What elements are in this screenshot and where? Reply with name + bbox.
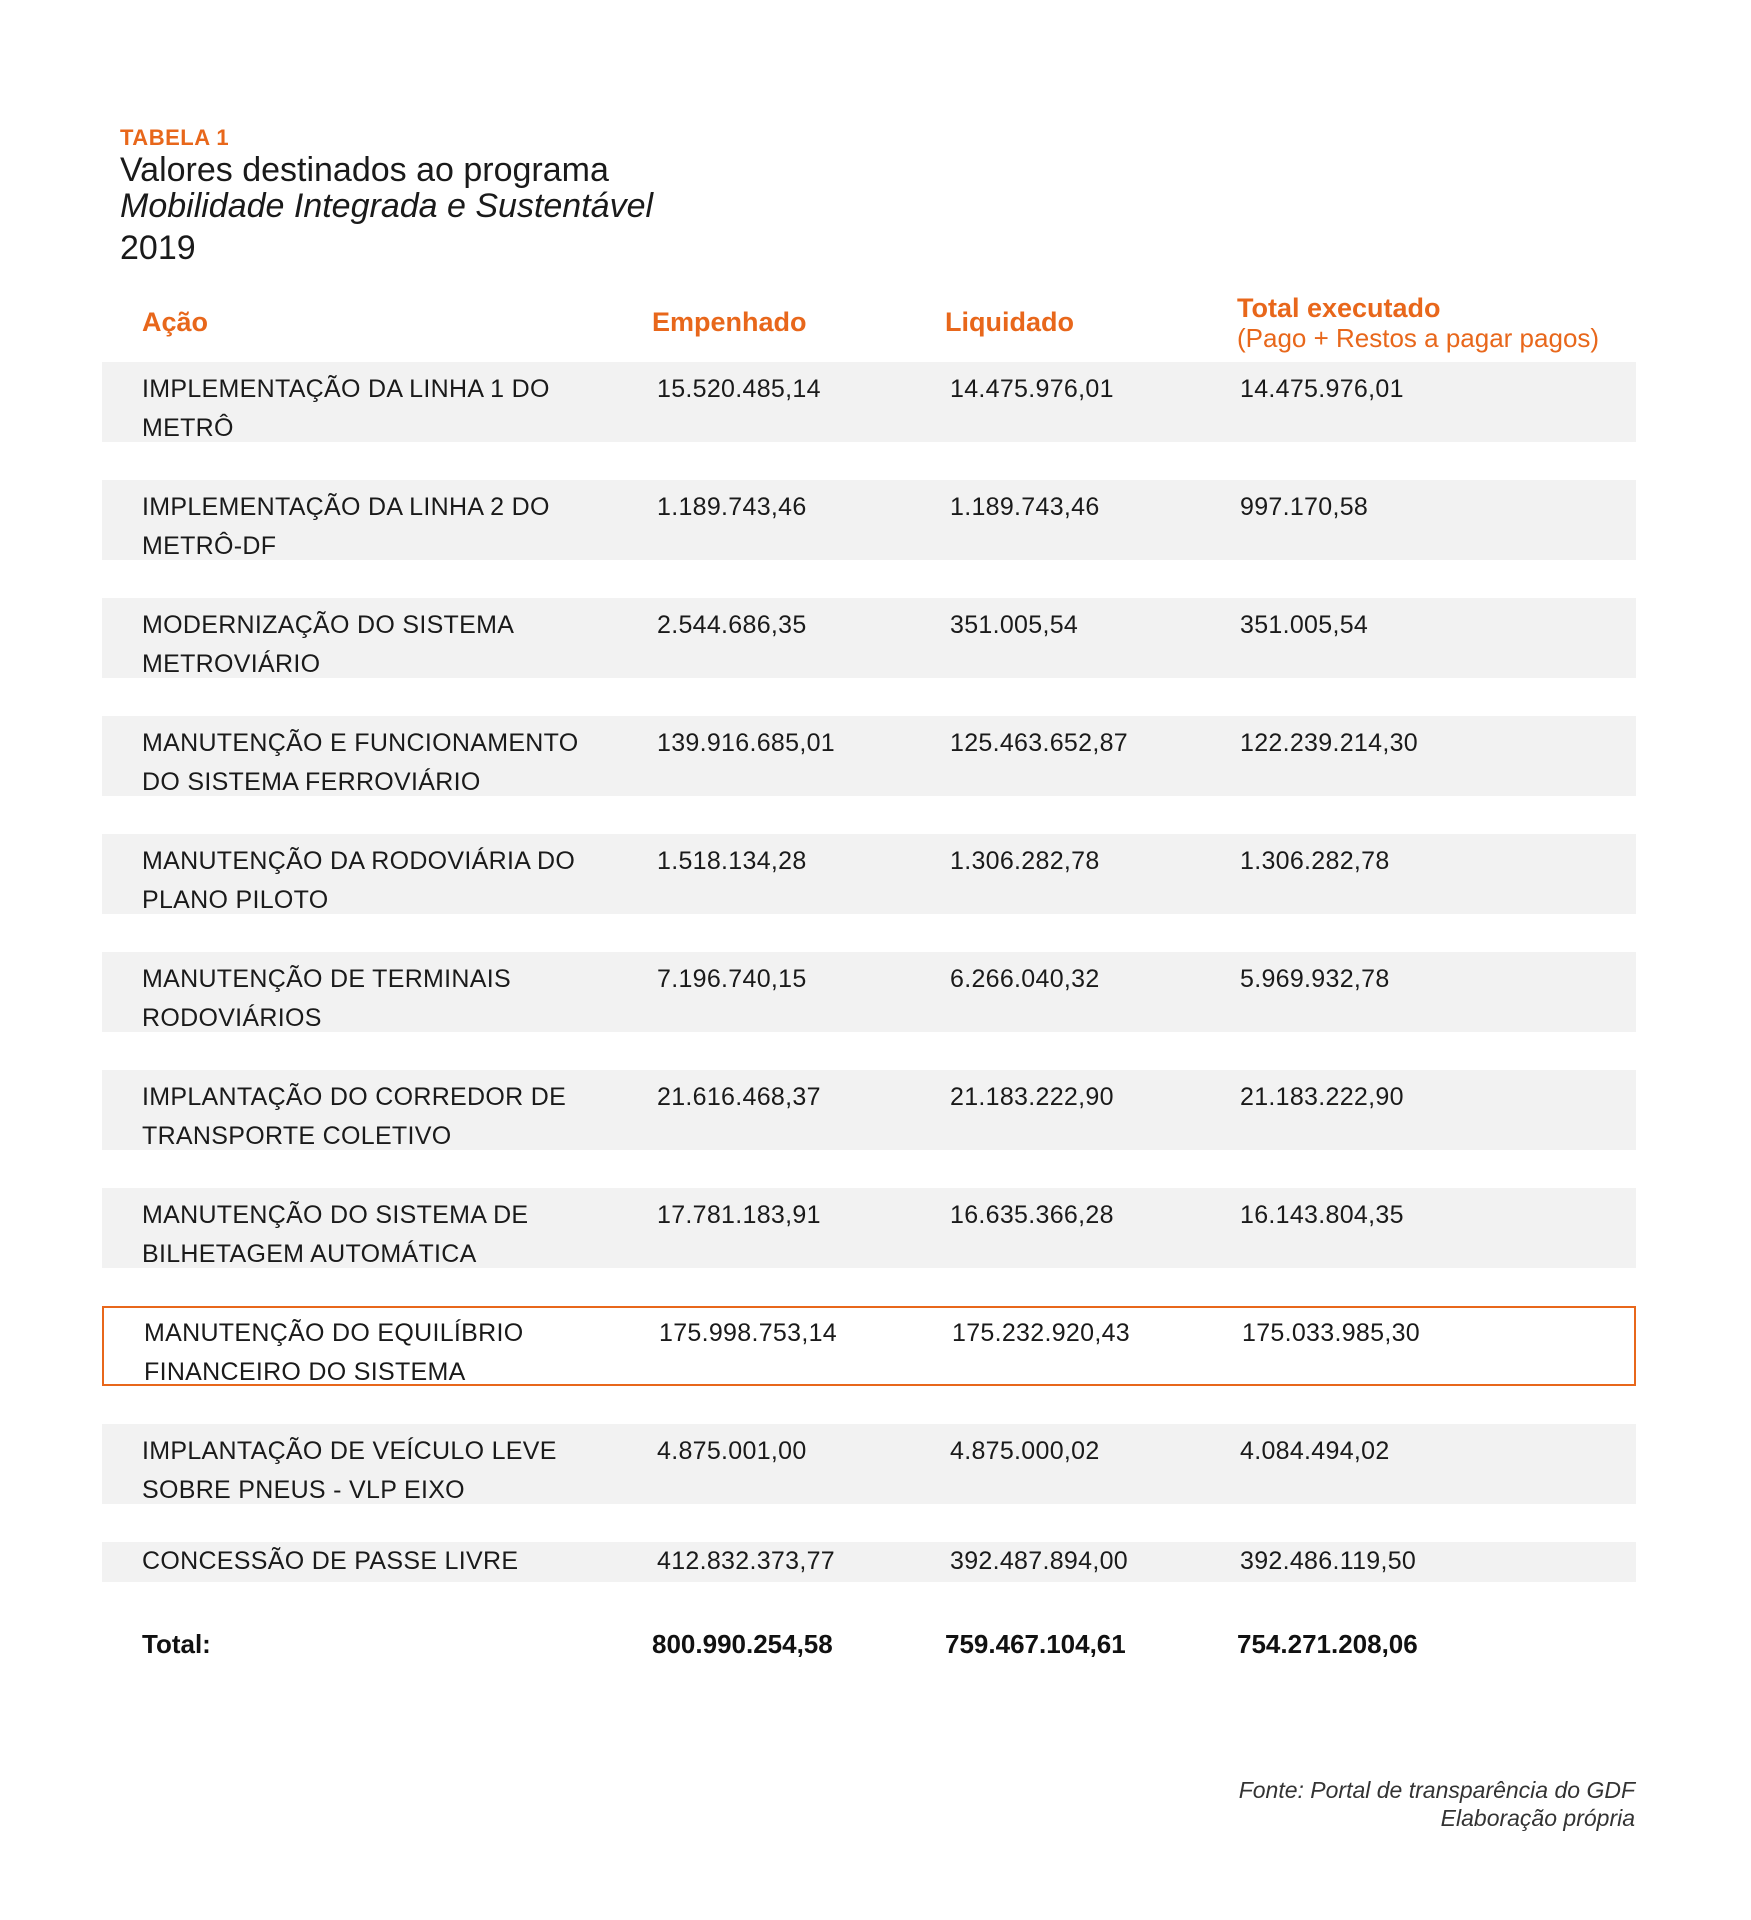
table-row [102, 598, 1636, 678]
table-row-highlighted [102, 1306, 1636, 1386]
cell-empenhado: 412.832.373,77 [657, 1547, 835, 1575]
table-title-line1: Valores destinados ao programa [120, 151, 609, 189]
column-header-total-executado-title: Total executado [1237, 293, 1441, 323]
cell-empenhado: 4.875.001,00 [657, 1437, 807, 1465]
table-row [102, 480, 1636, 560]
cell-acao [142, 842, 612, 920]
table-row [102, 1424, 1636, 1504]
cell-acao [142, 960, 612, 1038]
total-label: Total: [142, 1629, 211, 1659]
source-line1: Fonte: Portal de transparência do GDF [1238, 1777, 1635, 1803]
cell-liquidado: 14.475.976,01 [950, 375, 1114, 403]
cell-acao [142, 1196, 612, 1274]
cell-acao-line2: TRANSPORTE COLETIVO [142, 1122, 452, 1150]
cell-total-executado: 16.143.804,35 [1240, 1201, 1404, 1229]
cell-acao-line1: MANUTENÇÃO DO SISTEMA DE [142, 1201, 529, 1229]
cell-acao-line1: MANUTENÇÃO DO EQUILÍBRIO [144, 1319, 524, 1347]
cell-acao [142, 370, 612, 448]
table-number-label: TABELA 1 [120, 125, 230, 150]
cell-acao-line2: METRÔ [142, 414, 234, 442]
cell-total-executado: 997.170,58 [1240, 493, 1369, 521]
cell-acao-line2: PLANO PILOTO [142, 886, 329, 914]
cell-acao-line1: IMPLANTAÇÃO DO CORREDOR DE [142, 1083, 567, 1111]
cell-acao-line1: IMPLEMENTAÇÃO DA LINHA 1 DO [142, 375, 550, 403]
cell-empenhado: 1.189.743,46 [657, 493, 807, 521]
table-row [102, 716, 1636, 796]
column-header-total-executado [1237, 293, 1599, 353]
column-header-liquidado: Liquidado [945, 307, 1074, 337]
table-row [102, 952, 1636, 1032]
cell-acao-line2: FINANCEIRO DO SISTEMA [144, 1358, 466, 1386]
cell-liquidado: 21.183.222,90 [950, 1083, 1114, 1111]
cell-acao-line1: MODERNIZAÇÃO DO SISTEMA [142, 611, 515, 639]
total-executado: 754.271.208,06 [1237, 1629, 1418, 1659]
total-liquidado: 759.467.104,61 [945, 1629, 1126, 1659]
cell-acao [142, 1542, 612, 1581]
cell-liquidado: 6.266.040,32 [950, 965, 1100, 993]
cell-empenhado: 2.544.686,35 [657, 611, 807, 639]
cell-liquidado: 4.875.000,02 [950, 1437, 1100, 1465]
table-row [102, 1188, 1636, 1268]
column-header-empenhado: Empenhado [652, 307, 807, 337]
cell-total-executado: 5.969.932,78 [1240, 965, 1390, 993]
cell-liquidado: 1.306.282,78 [950, 847, 1100, 875]
table-row [102, 1070, 1636, 1150]
table-row [102, 362, 1636, 442]
cell-liquidado: 392.487.894,00 [950, 1547, 1128, 1575]
cell-acao-line1: CONCESSÃO DE PASSE LIVRE [142, 1547, 519, 1575]
cell-acao-line1: MANUTENÇÃO E FUNCIONAMENTO [142, 729, 579, 757]
table-year: 2019 [120, 229, 196, 267]
cell-empenhado: 21.616.468,37 [657, 1083, 821, 1111]
cell-acao [142, 488, 612, 566]
cell-liquidado: 125.463.652,87 [950, 729, 1128, 757]
table-row [102, 1542, 1636, 1582]
cell-empenhado: 17.781.183,91 [657, 1201, 821, 1229]
cell-acao-line1: MANUTENÇÃO DE TERMINAIS [142, 965, 511, 993]
cell-total-executado: 122.239.214,30 [1240, 729, 1418, 757]
cell-empenhado: 175.998.753,14 [659, 1319, 837, 1347]
cell-empenhado: 7.196.740,15 [657, 965, 807, 993]
source-note [1239, 1776, 1635, 1832]
cell-total-executado: 392.486.119,50 [1240, 1547, 1417, 1575]
cell-acao [142, 1432, 612, 1510]
cell-acao-line1: IMPLANTAÇÃO DE VEÍCULO LEVE [142, 1437, 557, 1465]
cell-acao [142, 606, 612, 684]
column-header-total-executado-subtitle: (Pago + Restos a pagar pagos) [1237, 323, 1600, 353]
cell-acao-line2: BILHETAGEM AUTOMÁTICA [142, 1240, 477, 1268]
cell-acao [142, 724, 612, 802]
cell-acao-line2: DO SISTEMA FERROVIÁRIO [142, 768, 481, 796]
cell-acao-line1: MANUTENÇÃO DA RODOVIÁRIA DO [142, 847, 576, 875]
table-title-line2: Mobilidade Integrada e Sustentável [120, 187, 654, 225]
cell-liquidado: 351.005,54 [950, 611, 1079, 639]
cell-acao [144, 1314, 614, 1392]
column-header-acao: Ação [142, 307, 209, 337]
cell-total-executado: 14.475.976,01 [1240, 375, 1404, 403]
source-line2: Elaboração própria [1440, 1805, 1635, 1831]
cell-acao-line2: METRÔ-DF [142, 532, 277, 560]
table-header [120, 124, 653, 268]
cell-empenhado: 139.916.685,01 [657, 729, 835, 757]
cell-total-executado: 351.005,54 [1240, 611, 1369, 639]
cell-empenhado: 1.518.134,28 [657, 847, 807, 875]
cell-acao-line2: SOBRE PNEUS - VLP EIXO [142, 1476, 465, 1504]
cell-total-executado: 1.306.282,78 [1240, 847, 1390, 875]
cell-acao-line2: RODOVIÁRIOS [142, 1004, 322, 1032]
cell-acao-line2: METROVIÁRIO [142, 650, 321, 678]
total-empenhado: 800.990.254,58 [652, 1629, 833, 1659]
cell-liquidado: 16.635.366,28 [950, 1201, 1114, 1229]
cell-liquidado: 1.189.743,46 [950, 493, 1100, 521]
cell-total-executado: 175.033.985,30 [1242, 1319, 1420, 1347]
cell-total-executado: 21.183.222,90 [1240, 1083, 1404, 1111]
cell-empenhado: 15.520.485,14 [657, 375, 821, 403]
table-row [102, 834, 1636, 914]
cell-total-executado: 4.084.494,02 [1240, 1437, 1390, 1465]
cell-acao-line1: IMPLEMENTAÇÃO DA LINHA 2 DO [142, 493, 550, 521]
cell-liquidado: 175.232.920,43 [952, 1319, 1130, 1347]
cell-acao [142, 1078, 612, 1156]
